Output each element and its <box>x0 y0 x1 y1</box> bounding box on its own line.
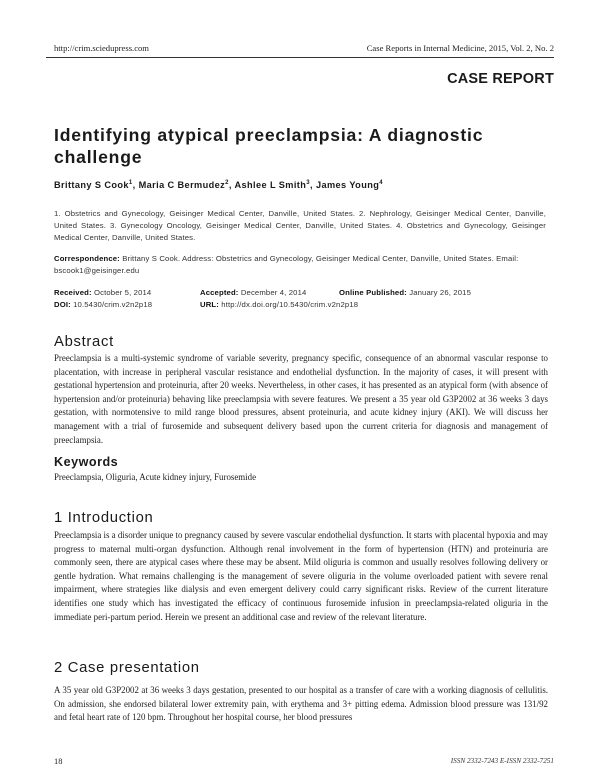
article-type: CASE REPORT <box>447 71 554 87</box>
case-presentation-text: A 35 year old G3P2002 at 36 weeks 3 days gestation, presented to our hospital as a transfer of care with a working diagnosis of cellulitis. On admission, she endorsed bilateral lower extremity pain, with erythema and 3+ pitting edema. Admission blood pressure was 131/92 and fetal heart rate of 120 bpm. Throughout her hospital course, her blood pressures <box>54 685 548 723</box>
received-value: October 5, 2014 <box>93 288 152 297</box>
abstract-heading: Abstract <box>54 334 114 350</box>
url-value[interactable]: http://dx.doi.org/10.5430/crim.v2n2p18 <box>221 300 359 309</box>
introduction-heading: 1 Introduction <box>54 510 154 526</box>
author-name: Brittany S Cook <box>54 180 129 191</box>
article-title: Identifying atypical preeclampsia: A diagnostic challenge <box>54 125 484 167</box>
published-label: Online Published: <box>339 288 407 297</box>
accepted-value: December 4, 2014 <box>240 288 307 297</box>
author-name: Maria C Bermudez <box>138 180 226 191</box>
url-label: URL: <box>200 300 219 309</box>
journal-url[interactable]: http://crim.sciedupress.com <box>54 43 149 53</box>
author-affiliation-mark: 1 <box>128 180 133 186</box>
correspondence-text: Brittany S Cook. Address: Obstetrics and Gynecology, Geisinger Medical Center, Danville, United States. Email: bscook1@geisinger.edu <box>54 254 519 275</box>
page-number: 18 <box>54 757 63 766</box>
received-label: Received: <box>54 288 92 297</box>
journal-citation: Case Reports in Internal Medicine, 2015, Vol. 2, No. 2 <box>366 43 554 53</box>
affiliations: 1. Obstetrics and Gynecology, Geisinger Medical Center, Danville, United States. 2. Nephrology, Geisinger Medical Center, Danville, United States. 3. Gynecology Oncology, Geisinger Medical Center, Danville, United States. 4. Obstetrics and Gynecology, Geisinger Medical Center, Danville, United States. <box>54 209 546 242</box>
published-date <box>339 287 471 299</box>
author-name: James Young <box>315 180 380 191</box>
author-name: Ashlee L Smith <box>234 180 307 191</box>
published-value: January 26, 2015 <box>409 288 472 297</box>
doi-value[interactable]: 10.5430/crim.v2n2p18 <box>73 300 153 309</box>
author-list: Brittany S Cook$^1$, Maria C Bermudez$^2$, Ashlee L Smith$^3$, James Young$^4$ <box>54 180 383 191</box>
doi-label: DOI: <box>54 300 71 309</box>
author-affiliation-mark: 4 <box>379 180 383 186</box>
accepted-date <box>200 287 306 299</box>
keywords-text: Preeclampsia, Oliguria, Acute kidney injury, Furosemide <box>54 472 257 482</box>
url <box>200 299 358 311</box>
case-presentation-heading: 2 Case presentation <box>54 660 200 676</box>
issn: ISSN 2332-7243 E-ISSN 2332-7251 <box>450 757 554 765</box>
correspondence <box>54 253 546 277</box>
abstract-text: Preeclampsia is a multi-systemic syndrome of variable severity, pregnancy specific, consequence of an abnormal vascular response to placentation, with increase in peripheral vascular resistance and endothelial dysfunction. In the majority of cases, it will present with gestational hypertension and proteinuria, after 20 weeks. Nevertheless, in other cases, it has presented as an atypical form (with absence of hypertension and/or proteinuria) behaving like preeclampsia with severe features. We present a 35 year old G3P2002 at 36 weeks 3 days gestation, with normotensive to mild range blood pressures, absent proteinuria, and acute kidney injury (AKI). We will discuss her management with a trial of furosemide and subsequent delivery based upon the current criteria for diagnosis and management of preeclampsia. <box>54 353 548 445</box>
introduction-text: Preeclampsia is a disorder unique to pregnancy caused by severe vascular endothelial dysfunction. It starts with placental hypoxia and may progress to maternal multi-organ dysfunction. Although renal involvement in the form of hypertension (HTN) and proteinuria are commonly seen, there are atypical cases where these may be absent. Mild oliguria is common and usually resolves following delivery or gentle hydration. What remains challenging is the management of severe oliguria in the volume overloaded patient with severe renal impairment, where strategies like dialysis and even emergent delivery could carry significant risks. Review of the current literature identifies one study which has investigated the efficacy of continuous furosemide infusion in preeclampsia-related oliguria in the immediate peri-partum period. Herein we present an additional case and review of the relevant literature. <box>54 530 548 622</box>
accepted-label: Accepted: <box>200 288 239 297</box>
doi <box>54 299 152 311</box>
correspondence-label: Correspondence: <box>54 254 120 263</box>
keywords-heading: Keywords <box>54 455 119 469</box>
author-affiliation-mark: 2 <box>225 180 229 186</box>
author-affiliation-mark: 3 <box>306 180 311 186</box>
received-date <box>54 287 151 299</box>
header-rule <box>46 57 554 58</box>
